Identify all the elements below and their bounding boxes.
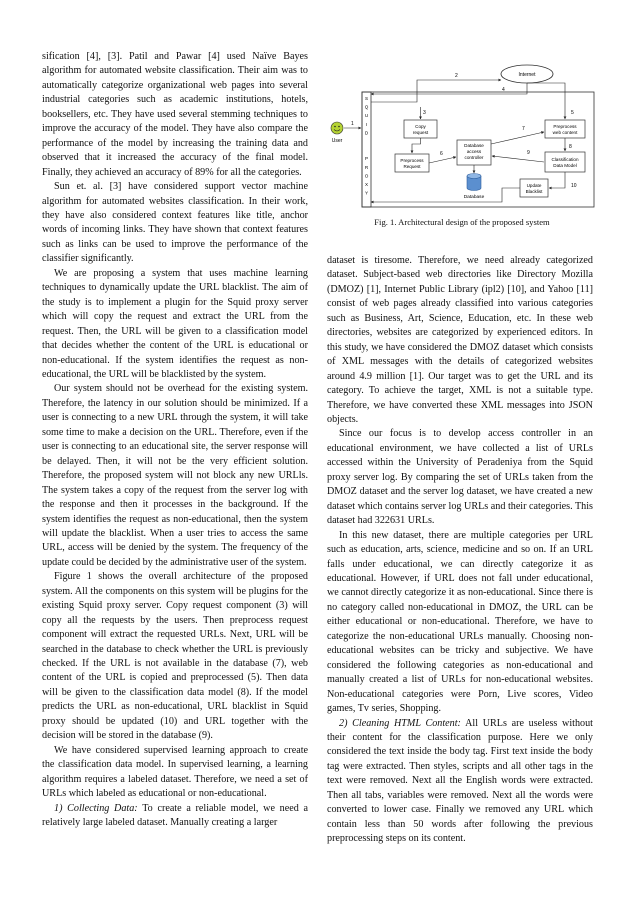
preprocess-request-label-2: Request xyxy=(403,164,421,169)
paragraph-text: We are proposing a system that uses machine learning techniques to dynamically update the URL blacklist. The aim of the study is to implement a plugin for the Squid proxy server which will copy the request and extract the URL from the request. Then, the URL will be given to a classification model that decides whether the content of the URL is educational or non-educational. If the system identifies the request as non-educational, the URL will be blacklisted by the system. xyxy=(42,267,308,380)
squid-letter: U xyxy=(364,113,369,119)
copy-request-label-1: Copy xyxy=(415,124,426,129)
copy-request-box xyxy=(404,120,437,138)
paragraph xyxy=(42,180,308,267)
preprocess-request-box xyxy=(395,154,429,172)
paragraph-text: We have considered supervised learning approach to create the classification data model. In supervised learning, a learning algorithm requires a labeled dataset. Therefore, we need a set of URLs which labeled as educational or non-educational. xyxy=(42,744,308,800)
paragraph xyxy=(42,570,308,743)
classification-box xyxy=(545,152,585,172)
user-label: User xyxy=(331,138,343,144)
step-8: 8 xyxy=(569,144,572,150)
paragraph-text: sification [4], [3]. Patil and Pawar [4] used Naïve Bayes algorithm for automated website classification. Their aim was to automatically categorize organizational web pages into several industrial categories such as academic institutions, hotels, booksellers, etc. They have used several stemming techniques to improve the accuracy of the model. They have also compare the performance of the model by increasing the training data and observed that it increased the accuracy of the final model. Finally, they achieved an accuracy of 89% for all the categories. xyxy=(42,51,308,178)
step-5: 5 xyxy=(571,110,574,116)
internet-label: Internet xyxy=(518,72,536,78)
database-icon xyxy=(467,174,481,191)
update-blacklist-label-2: Blacklist xyxy=(525,189,543,194)
preprocess-web-label-2: web content xyxy=(552,130,578,135)
step-7: 7 xyxy=(522,126,525,132)
step-1: 1 xyxy=(351,121,354,127)
step-10: 10 xyxy=(571,183,577,189)
paragraph-text: To create a reliable model, we need a relatively large labeled dataset. Manually creating a larger xyxy=(42,802,308,829)
paragraph xyxy=(327,427,593,528)
paragraph xyxy=(42,267,308,383)
squid-proxy-label xyxy=(365,96,369,196)
preprocess-web-label-1: Preprocess xyxy=(553,124,577,129)
squid-letter: X xyxy=(364,182,369,187)
squid-letter: Q xyxy=(364,104,369,110)
step-3: 3 xyxy=(423,110,426,116)
squid-letter: I xyxy=(365,121,368,127)
preprocess-web-box xyxy=(545,120,585,138)
paragraph xyxy=(327,254,593,427)
paragraph-text: dataset is tiresome. Therefore, we need already categorized dataset. Subject-based web directories like Directory Mozilla (DMOZ) [1], Internet Public Library (ipl2) [10], and Yahoo [11] consist of web pages already classified into various categories such as Business, Art, Science, Education, etc. In these web directories, websites are categorized by experienced editors. In this study, we have considered the DMOZ dataset which consists of XML messages with the details of categorized websites around 4.9 million [1]. Our target was to get the URL and its category. To achieve the target, XML is not a suitable type. Therefore, we have converted these XML messages into JSON objects. xyxy=(327,255,593,425)
subsection-heading: 1) Collecting Data: xyxy=(54,802,138,814)
user-icon xyxy=(331,122,343,134)
db-access-label-1: Database xyxy=(464,143,484,148)
classification-label-2: Data Model xyxy=(553,163,577,168)
step-6: 6 xyxy=(440,151,443,157)
paragraph xyxy=(42,744,308,802)
step-9: 9 xyxy=(527,150,530,156)
paragraph-text: All URLs are useless without their content for the classification purpose. Here we only considered the text inside the body tag. First text inside the body tag were extracted. Then styles, scripts and all other tags in the text were removed. Next all the English words were extracted. Then all tabs, variables were removed. Next all the words were converted to lower case. Finally we removed any URL which contain less than 50 words after following the previous preprocessing steps on its content. xyxy=(327,717,593,845)
paragraph-text: Figure 1 shows the overall architecture of the proposed system. All the components on this system will be plugins for the existing Squid proxy server. Copy request component (3) will copy all the requests by the users. Then preprocess request component will extract the requested URLs. Next, URL will be searched in the database to check whether the URL is previously checked. If the URL is not available in the database (7), web content of the URL is copied and preprocessed (5). Then data will be given to the classification data model (8). If the model predicts the URL as non-educational, URL blacklist in Squid proxy should be updated (10) and URL together with the decision will be stored in the database (9). xyxy=(42,571,308,742)
right-column xyxy=(327,254,593,847)
classification-label-1: Classification xyxy=(551,157,579,162)
squid-letter: S xyxy=(364,96,369,101)
copy-request-label-2: request xyxy=(412,130,429,135)
preprocess-request-label-1: Preprocess xyxy=(400,158,424,163)
database-label: Database xyxy=(463,195,485,200)
squid-letter: D xyxy=(364,130,369,136)
db-access-label-3: controller xyxy=(464,155,484,160)
update-blacklist-label-1: Update xyxy=(526,183,542,188)
paragraph-text: Since our focus is to develop access controller in an educational environment, we have collected a list of URLs accessed within the University of Peradeniya from the Squid proxy server log. By comparing the set of URLs taken from the DMOZ dataset and the server log dataset, we have created a new dataset which contains server log URLs and their categories. This dataset had 322631 URLs. xyxy=(327,428,593,527)
step-4: 4 xyxy=(502,87,505,93)
paragraph-text: Sun et. al. [3] have considered support vector machine algorithm for automated websites classification. In their work, they have also considered context features like title, anchor words of incoming links. They have shown that context features such as links can be used to improve the performance of the classifier significantly. xyxy=(42,181,308,265)
paragraph xyxy=(42,802,308,831)
subsection-heading: 2) Cleaning HTML Content: xyxy=(339,717,461,729)
figure-caption: Fig. 1. Architectural design of the proposed system xyxy=(374,217,550,227)
paragraph-text: In this new dataset, there are multiple categories per URL such as education, arts, science, medicine and so on. If an URL falls under educational, we can directly categorize it as educational. However, if URL does not fall under educational, we cannot directly categorize it as non-educational. Since there is no category called non-educational in DMOZ, the URL can be either educational or non-educational. Therefore, we have to categorize the non-educational URLs manually. Choosing non-educational websites can be tricky and subjective. We have considered the following categories as non-educational and manually created a list of URLs for non-educational websites. Non-educational categories were Porn, Live scores, Video games, Tv series, Shopping. xyxy=(327,529,593,715)
paragraph-text: Our system should not be overhead for the existing system. Therefore, the latency in our solution should be minimized. If a user is connecting to a new URL through the system, it will take some time to make a decision on the URL. Therefore, even if the user is connecting to an educational site, the server response will be delayed. Then, it will not be the very efficient solution. Therefore, the proposed system will not block any new URLls. The system takes a copy of the request from the server log with the response and then it processes in the background. If the system identifies the request as non-educational, then the system will update the blacklist. When a user tries to access the same URL, access will be denied by the system. The frequency of the update could be decided by the administrative user of the system. xyxy=(42,383,308,568)
paragraph xyxy=(42,382,308,570)
update-blacklist-box xyxy=(520,179,548,197)
squid-letter: P xyxy=(364,156,369,162)
squid-letter: Y xyxy=(364,190,369,196)
paragraph xyxy=(327,529,593,717)
db-access-label-2: access xyxy=(466,149,482,154)
step-2: 2 xyxy=(455,73,458,79)
architecture-figure xyxy=(327,62,597,212)
left-column xyxy=(42,50,308,830)
squid-letter: O xyxy=(364,173,369,179)
squid-letter: R xyxy=(364,164,369,170)
paragraph xyxy=(42,50,308,180)
paragraph xyxy=(327,717,593,847)
